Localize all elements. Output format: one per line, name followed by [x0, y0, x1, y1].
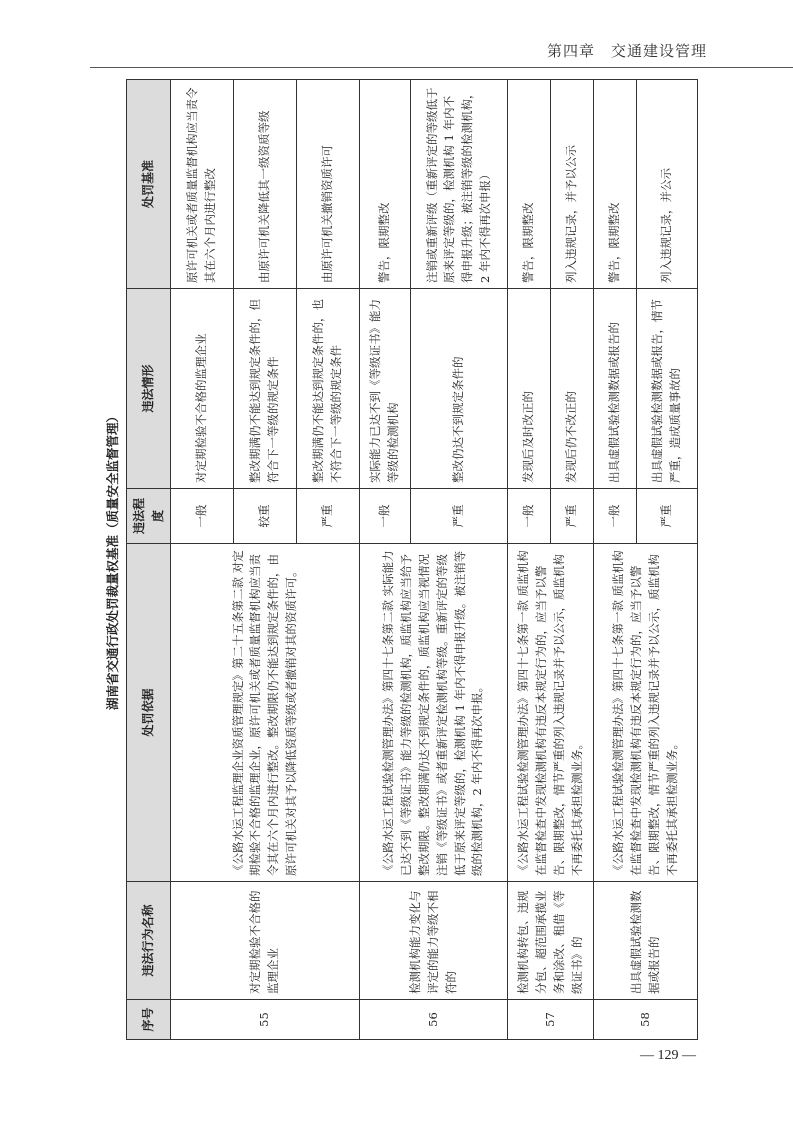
penalty-standard: 列入违规记录，并公示 — [637, 80, 698, 289]
col-header-situation: 违法情形 — [127, 289, 171, 489]
penalty-basis: 《公路水运工程试验检测管理办法》第四十七条第二款 实际能力已达不到《等级证书》能力等级的检测机构，质监机构应当给予整改期限。整改期满仍达不到规定条件的，质监机构应当视情况注销《等级证书》或者重新评定检测机构等级。重新评定的等级低于原来评定等级的，检测机构 1 年内不得申报升级。被注销等级的检测机构，2 年内不得再次申报。 — [360, 544, 508, 882]
violation-situation: 整改仍达不到规定条件的 — [411, 289, 508, 489]
violation-degree: 一般 — [171, 489, 234, 544]
violation-situation: 出具虚假试验检测数据或报告的 — [594, 289, 637, 489]
violation-situation: 发现后仍不改正的 — [551, 289, 594, 489]
row-number: 57 — [508, 1000, 594, 1040]
penalty-basis: 《公路水运工程监理企业资质管理规定》第二十五条第二款 对定期检验不合格的监理企业，原许可机关或者质量监督机构应当责令其在六个月内进行整改。整改期限仍不能达到规定条件的，由原许可机关对其予以降低资质等级或者撤销对其的资质许可。 — [171, 544, 360, 882]
penalty-standard: 列入违规记录，并予以公示 — [551, 80, 594, 289]
table-title: 湖南省交通行政处罚裁量权基准（质量安全监督管理） — [105, 410, 120, 711]
violation-name: 检测机构转包、违规分包、超范围承揽业务和涂改、租借《等级证书》的 — [508, 882, 594, 1000]
page-header — [0, 0, 793, 70]
penalty-standard: 原许可机关或者质量监督机构应当责令其在六个月内进行整改 — [171, 80, 234, 289]
violation-degree: 一般 — [594, 489, 637, 544]
violation-situation: 发现后及时改正的 — [508, 289, 551, 489]
row-number: 58 — [594, 1000, 698, 1040]
penalty-standard: 由原许可机关撤销资质许可 — [297, 80, 360, 289]
violation-name: 出具虚假试验检测数据或报告的 — [594, 882, 698, 1000]
col-header-no: 序号 — [127, 1000, 171, 1040]
table-row — [508, 80, 551, 1040]
col-header-name: 违法行为名称 — [127, 882, 171, 1000]
table-row — [594, 80, 637, 1040]
violation-degree: 严重 — [637, 489, 698, 544]
penalty-basis: 《公路水运工程试验检测管理办法》第四十七条第一款 质监机构在监督检查中发现检测机构有违反本规定行为的，应当予以警告、限期整改，情节严重的列入违规记录并予以公示，质监机构不再委托其承担检测业务。 — [508, 544, 594, 882]
table-row — [360, 80, 411, 1040]
penalty-standard: 由原许可机关降低其一级资质等级 — [234, 80, 297, 289]
penalty-standard: 注销或重新评级（重新评定的等级低于原来评定等级的，检测机构 1 年内不得申报升级；被注销等级的检测机构，2 年内不得再次申报） — [411, 80, 508, 289]
violation-situation: 整改期满仍不能达到规定条件的，但符合下一等级的规定条件 — [234, 289, 297, 489]
rotated-table-container — [100, 80, 705, 1040]
violation-name: 对定期检验不合格的监理企业 — [171, 882, 360, 1000]
violation-situation: 实际能力已达不到《等级证书》能力等级的检测机构 — [360, 289, 411, 489]
page-number: — 129 — — [640, 1048, 696, 1063]
violation-degree: 严重 — [297, 489, 360, 544]
violation-degree: 一般 — [508, 489, 551, 544]
table-row — [171, 80, 234, 1040]
chapter-title: 第四章 交通建设管理 — [546, 42, 707, 60]
penalty-table — [126, 79, 698, 1040]
table-header-row — [127, 80, 171, 1040]
violation-situation: 整改期满仍不能达到规定条件的，也不符合下一等级的规定条件 — [297, 289, 360, 489]
penalty-standard: 警告，限期整改 — [508, 80, 551, 289]
header-rule — [90, 67, 793, 68]
col-header-penalty: 处罚基准 — [127, 80, 171, 289]
violation-situation: 对定期检验不合格的监理企业 — [171, 289, 234, 489]
penalty-standard: 警告，限期整改 — [360, 80, 411, 289]
violation-name: 检测机构能力变化与评定的能力等级不相符的 — [360, 882, 508, 1000]
col-header-degree: 违法程度 — [127, 489, 171, 544]
violation-degree: 严重 — [551, 489, 594, 544]
violation-degree: 一般 — [360, 489, 411, 544]
violation-degree: 较重 — [234, 489, 297, 544]
violation-situation: 出具虚假试验检测数据或报告，情节严重，造成质量事故的 — [637, 289, 698, 489]
col-header-basis: 处罚依据 — [127, 544, 171, 882]
penalty-basis: 《公路水运工程试验检测管理办法》第四十七条第一款 质监机构在监督检查中发现检测机构有违反本规定行为的，应当予以警告、限期整改，情节严重的列入违规记录并予以公示，质监机构不再委托其承担检测业务。 — [594, 544, 698, 882]
penalty-standard: 警告，限期整改 — [594, 80, 637, 289]
row-number: 55 — [171, 1000, 360, 1040]
violation-degree: 严重 — [411, 489, 508, 544]
row-number: 56 — [360, 1000, 508, 1040]
